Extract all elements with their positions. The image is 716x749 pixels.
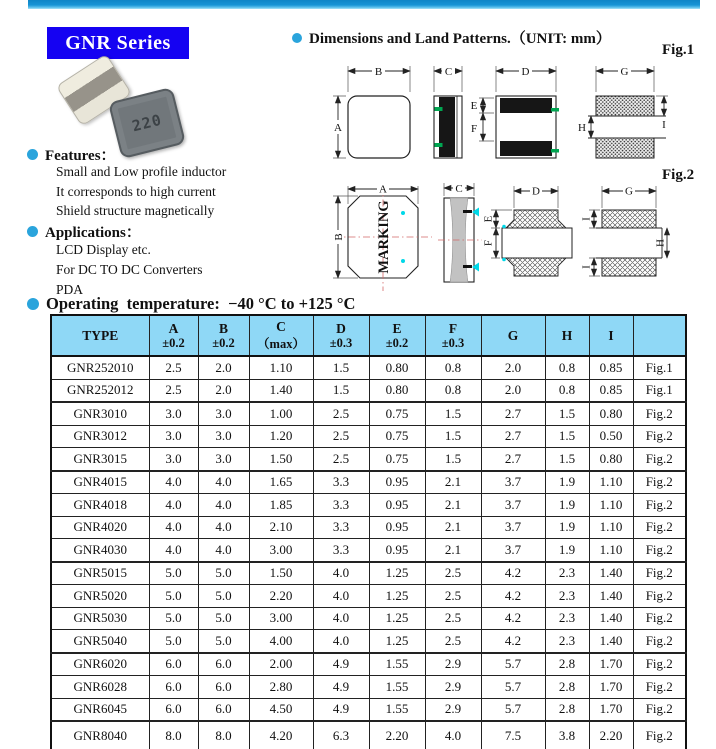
- feature-item: Shield structure magnetically: [56, 203, 215, 218]
- dim-label-I: I: [662, 119, 666, 131]
- value-cell: 0.80: [589, 402, 633, 425]
- value-cell: 6.3: [313, 721, 369, 749]
- value-cell: 2.8: [545, 653, 589, 676]
- bullet-icon: [27, 226, 38, 237]
- table-header-cell: D ±0.3: [313, 315, 369, 356]
- table-row: [51, 448, 686, 471]
- type-cell: GNR4018: [51, 494, 149, 517]
- value-cell: 1.40: [249, 379, 313, 402]
- value-cell: 2.5: [425, 585, 481, 608]
- value-cell: 4.0: [149, 516, 198, 539]
- value-cell: 5.0: [198, 607, 249, 630]
- series-title-badge: GNR Series: [47, 27, 189, 59]
- dim-label-G: G: [625, 185, 633, 198]
- value-cell: 6.0: [149, 676, 198, 699]
- value-cell: 7.5: [481, 721, 545, 749]
- table-row: [51, 356, 686, 379]
- table-row: [51, 562, 686, 585]
- value-cell: 3.00: [249, 539, 313, 562]
- value-cell: 5.0: [149, 630, 198, 653]
- value-cell: 3.0: [149, 448, 198, 471]
- table-row: [51, 585, 686, 608]
- value-cell: 2.5: [425, 607, 481, 630]
- dimensions-spec-table: [50, 314, 687, 749]
- dim-label-C: C: [455, 182, 463, 195]
- value-cell: 0.75: [369, 402, 425, 425]
- value-cell: 8.0: [149, 721, 198, 749]
- value-cell: 2.5: [425, 562, 481, 585]
- fig2-top-view: [332, 183, 432, 292]
- dim-label-I2: I: [580, 265, 593, 269]
- value-cell: 2.5: [149, 356, 198, 379]
- fig-ref-cell: Fig.2: [633, 698, 686, 721]
- value-cell: 1.85: [249, 494, 313, 517]
- fig-ref-cell: Fig.2: [633, 607, 686, 630]
- fig-ref-cell: Fig.2: [633, 539, 686, 562]
- value-cell: 4.2: [481, 630, 545, 653]
- value-cell: 1.10: [249, 356, 313, 379]
- value-cell: 0.8: [545, 379, 589, 402]
- value-cell: 2.0: [198, 379, 249, 402]
- value-cell: 4.0: [198, 539, 249, 562]
- fig-ref-cell: Fig.2: [633, 448, 686, 471]
- value-cell: 1.50: [249, 448, 313, 471]
- value-cell: 0.85: [589, 356, 633, 379]
- dim-label-E: E: [482, 215, 495, 223]
- value-cell: 5.0: [149, 562, 198, 585]
- value-cell: 1.25: [369, 607, 425, 630]
- fig-ref-cell: Fig.2: [633, 562, 686, 585]
- fig1-bottom-view: [471, 64, 559, 158]
- table-row: [51, 721, 686, 749]
- value-cell: 3.3: [313, 516, 369, 539]
- value-cell: 3.7: [481, 494, 545, 517]
- type-cell: GNR252010: [51, 356, 149, 379]
- operating-temperature-heading: [27, 294, 355, 314]
- value-cell: 2.1: [425, 539, 481, 562]
- value-cell: 0.95: [369, 516, 425, 539]
- value-cell: 1.9: [545, 539, 589, 562]
- fig-ref-cell: Fig.2: [633, 425, 686, 448]
- type-cell: GNR8040: [51, 721, 149, 749]
- value-cell: 4.2: [481, 562, 545, 585]
- table-header-cell: C （max）: [249, 315, 313, 356]
- value-cell: 0.75: [369, 448, 425, 471]
- marking-text: MARKING: [376, 200, 392, 274]
- value-cell: 2.3: [545, 607, 589, 630]
- type-cell: GNR5040: [51, 630, 149, 653]
- value-cell: 2.5: [425, 630, 481, 653]
- type-cell: GNR6028: [51, 676, 149, 699]
- applications-heading-label: Applications：: [45, 225, 141, 241]
- value-cell: 2.1: [425, 516, 481, 539]
- dim-label-H: H: [654, 239, 667, 247]
- value-cell: 4.9: [313, 653, 369, 676]
- applications-list: [56, 240, 203, 300]
- value-cell: 1.10: [589, 494, 633, 517]
- features-list: [56, 162, 226, 221]
- fig-ref-cell: Fig.2: [633, 494, 686, 517]
- table-header-cell: E ±0.2: [369, 315, 425, 356]
- value-cell: 5.0: [198, 585, 249, 608]
- fig2-side-view: [438, 182, 482, 282]
- type-cell: GNR5030: [51, 607, 149, 630]
- dimensions-heading: [292, 27, 611, 48]
- dim-label-F: F: [482, 239, 495, 247]
- value-cell: 3.0: [198, 448, 249, 471]
- fig-ref-cell: Fig.2: [633, 471, 686, 494]
- value-cell: 0.95: [369, 471, 425, 494]
- value-cell: 2.1: [425, 471, 481, 494]
- value-cell: 1.5: [545, 425, 589, 448]
- value-cell: 1.25: [369, 562, 425, 585]
- value-cell: 3.3: [313, 539, 369, 562]
- value-cell: 3.3: [313, 471, 369, 494]
- dim-label-A: A: [379, 183, 387, 196]
- value-cell: 4.2: [481, 607, 545, 630]
- value-cell: 4.0: [198, 516, 249, 539]
- dim-label-G: G: [620, 66, 629, 78]
- value-cell: 4.9: [313, 676, 369, 699]
- type-cell: GNR6045: [51, 698, 149, 721]
- value-cell: 3.0: [198, 402, 249, 425]
- table-header-cell: B ±0.2: [198, 315, 249, 356]
- bullet-icon: [27, 149, 38, 160]
- operating-temperature-label: Operating temperature: −40 °C to +125 °C: [46, 294, 356, 313]
- table-row: [51, 630, 686, 653]
- fig2-label: Fig.2: [662, 167, 695, 183]
- table-row: [51, 379, 686, 402]
- table-header-cell: A ±0.2: [149, 315, 198, 356]
- value-cell: 2.20: [369, 721, 425, 749]
- value-cell: 1.5: [545, 448, 589, 471]
- table-header-cell: TYPE: [51, 315, 149, 356]
- value-cell: 1.40: [589, 607, 633, 630]
- value-cell: 5.0: [149, 585, 198, 608]
- table-header-cell: I: [589, 315, 633, 356]
- value-cell: 1.5: [313, 379, 369, 402]
- dim-label-D: D: [532, 185, 540, 198]
- value-cell: 4.20: [249, 721, 313, 749]
- fig1-land-pattern: [578, 64, 668, 158]
- value-cell: 2.9: [425, 676, 481, 699]
- fig2-drawings: [330, 180, 678, 298]
- value-cell: 1.5: [545, 402, 589, 425]
- value-cell: 4.2: [481, 585, 545, 608]
- application-item: PDA: [56, 282, 84, 297]
- value-cell: 5.7: [481, 676, 545, 699]
- value-cell: 6.0: [149, 698, 198, 721]
- fig-ref-cell: Fig.2: [633, 585, 686, 608]
- value-cell: 3.3: [313, 494, 369, 517]
- table-row: [51, 676, 686, 699]
- type-cell: GNR4030: [51, 539, 149, 562]
- table-row: [51, 698, 686, 721]
- dim-label-C: C: [444, 66, 453, 78]
- dim-label-I: I: [580, 217, 593, 221]
- value-cell: 1.55: [369, 653, 425, 676]
- value-cell: 3.0: [149, 425, 198, 448]
- fig-ref-cell: Fig.2: [633, 721, 686, 749]
- value-cell: 1.65: [249, 471, 313, 494]
- value-cell: 0.85: [589, 379, 633, 402]
- value-cell: 8.0: [198, 721, 249, 749]
- applications-heading: [27, 221, 141, 242]
- value-cell: 4.0: [149, 494, 198, 517]
- value-cell: 1.55: [369, 698, 425, 721]
- fig-ref-cell: Fig.1: [633, 379, 686, 402]
- value-cell: 4.0: [425, 721, 481, 749]
- value-cell: 1.25: [369, 585, 425, 608]
- table-row: [51, 425, 686, 448]
- value-cell: 4.50: [249, 698, 313, 721]
- fig2-bottom-view: [483, 185, 573, 277]
- value-cell: 0.95: [369, 494, 425, 517]
- value-cell: 3.8: [545, 721, 589, 749]
- table-row: [51, 516, 686, 539]
- value-cell: 2.7: [481, 448, 545, 471]
- value-cell: 0.75: [369, 425, 425, 448]
- value-cell: 4.0: [313, 607, 369, 630]
- value-cell: 0.80: [369, 356, 425, 379]
- value-cell: 3.7: [481, 516, 545, 539]
- fig2-land-pattern: [581, 185, 668, 277]
- value-cell: 1.40: [589, 585, 633, 608]
- application-item: For DC TO DC Converters: [56, 262, 203, 277]
- dim-label-A: A: [334, 122, 342, 134]
- value-cell: 2.3: [545, 585, 589, 608]
- value-cell: 3.0: [198, 425, 249, 448]
- value-cell: 2.20: [249, 585, 313, 608]
- value-cell: 3.00: [249, 607, 313, 630]
- value-cell: 2.20: [589, 721, 633, 749]
- value-cell: 1.5: [313, 356, 369, 379]
- value-cell: 0.8: [425, 356, 481, 379]
- type-cell: GNR252012: [51, 379, 149, 402]
- type-cell: GNR3012: [51, 425, 149, 448]
- value-cell: 1.5: [425, 425, 481, 448]
- value-cell: 4.0: [198, 471, 249, 494]
- fig-ref-cell: Fig.2: [633, 676, 686, 699]
- value-cell: 5.7: [481, 698, 545, 721]
- table-row: [51, 494, 686, 517]
- value-cell: 0.50: [589, 425, 633, 448]
- fig1-drawings: [330, 56, 670, 176]
- table-header-cell: H: [545, 315, 589, 356]
- value-cell: 0.8: [425, 379, 481, 402]
- value-cell: 4.0: [149, 539, 198, 562]
- value-cell: 2.0: [481, 379, 545, 402]
- value-cell: 2.8: [545, 676, 589, 699]
- value-cell: 1.10: [589, 471, 633, 494]
- value-cell: 0.80: [589, 448, 633, 471]
- type-cell: GNR3010: [51, 402, 149, 425]
- value-cell: 2.5: [313, 402, 369, 425]
- bullet-icon: [27, 298, 39, 310]
- value-cell: 2.80: [249, 676, 313, 699]
- dim-label-D: D: [521, 66, 530, 78]
- value-cell: 1.55: [369, 676, 425, 699]
- value-cell: 2.3: [545, 562, 589, 585]
- value-cell: 1.25: [369, 630, 425, 653]
- fig1-side-view: [434, 64, 462, 158]
- value-cell: 2.1: [425, 494, 481, 517]
- table-row: [51, 402, 686, 425]
- value-cell: 6.0: [149, 653, 198, 676]
- value-cell: 2.00: [249, 653, 313, 676]
- value-cell: 1.70: [589, 653, 633, 676]
- dim-label-F: F: [470, 123, 478, 135]
- value-cell: 1.00: [249, 402, 313, 425]
- value-cell: 1.50: [249, 562, 313, 585]
- value-cell: 1.9: [545, 471, 589, 494]
- value-cell: 1.5: [425, 448, 481, 471]
- table-row: [51, 471, 686, 494]
- top-accent-bar: [28, 0, 700, 9]
- table-row: [51, 607, 686, 630]
- value-cell: 0.95: [369, 539, 425, 562]
- value-cell: 6.0: [198, 698, 249, 721]
- value-cell: 1.10: [589, 539, 633, 562]
- value-cell: 1.20: [249, 425, 313, 448]
- value-cell: 2.3: [545, 630, 589, 653]
- type-cell: GNR5015: [51, 562, 149, 585]
- value-cell: 3.0: [149, 402, 198, 425]
- fig-ref-cell: Fig.2: [633, 516, 686, 539]
- fig-ref-cell: Fig.1: [633, 356, 686, 379]
- value-cell: 5.0: [149, 607, 198, 630]
- value-cell: 1.10: [589, 516, 633, 539]
- value-cell: 5.7: [481, 653, 545, 676]
- fig1-label: Fig.1: [662, 42, 695, 58]
- table-row: [51, 653, 686, 676]
- application-item: LCD Display etc.: [56, 242, 151, 257]
- table-header-cell: G: [481, 315, 545, 356]
- value-cell: 1.40: [589, 562, 633, 585]
- value-cell: 6.0: [198, 653, 249, 676]
- fig-ref-cell: Fig.2: [633, 653, 686, 676]
- value-cell: 4.00: [249, 630, 313, 653]
- value-cell: 2.5: [313, 425, 369, 448]
- feature-item: Small and Low profile inductor: [56, 164, 227, 179]
- table-header-cell: [633, 315, 686, 356]
- value-cell: 4.0: [313, 562, 369, 585]
- value-cell: 5.0: [198, 562, 249, 585]
- fig-ref-cell: Fig.2: [633, 402, 686, 425]
- value-cell: 2.8: [545, 698, 589, 721]
- value-cell: 3.7: [481, 471, 545, 494]
- features-heading-label: Features：: [45, 148, 116, 164]
- value-cell: 6.0: [198, 676, 249, 699]
- value-cell: 2.0: [198, 356, 249, 379]
- table-body: [51, 356, 686, 749]
- type-cell: GNR5020: [51, 585, 149, 608]
- value-cell: 1.70: [589, 676, 633, 699]
- table-row: [51, 539, 686, 562]
- value-cell: 3.7: [481, 539, 545, 562]
- type-cell: GNR3015: [51, 448, 149, 471]
- value-cell: 2.9: [425, 698, 481, 721]
- dim-label-E: E: [470, 100, 478, 112]
- value-cell: 4.0: [198, 494, 249, 517]
- value-cell: 0.8: [545, 356, 589, 379]
- fig-ref-cell: Fig.2: [633, 630, 686, 653]
- value-cell: 4.0: [313, 630, 369, 653]
- value-cell: 0.80: [369, 379, 425, 402]
- feature-item: It corresponds to high current: [56, 183, 216, 199]
- dimensions-heading-label: Dimensions and Land Patterns.（UNIT: mm）: [309, 31, 611, 47]
- value-cell: 4.9: [313, 698, 369, 721]
- value-cell: 2.5: [313, 448, 369, 471]
- value-cell: 2.9: [425, 653, 481, 676]
- dim-label-B: B: [333, 233, 345, 241]
- type-cell: GNR6020: [51, 653, 149, 676]
- value-cell: 1.9: [545, 494, 589, 517]
- value-cell: 2.5: [149, 379, 198, 402]
- value-cell: 2.0: [481, 356, 545, 379]
- table-header-row: [51, 315, 686, 356]
- value-cell: 5.0: [198, 630, 249, 653]
- value-cell: 1.40: [589, 630, 633, 653]
- value-cell: 4.0: [149, 471, 198, 494]
- value-cell: 1.70: [589, 698, 633, 721]
- value-cell: 2.7: [481, 402, 545, 425]
- type-cell: GNR4015: [51, 471, 149, 494]
- bullet-icon: [292, 33, 302, 43]
- value-cell: 2.7: [481, 425, 545, 448]
- dim-label-H: H: [578, 122, 586, 134]
- fig1-front-view: [332, 64, 410, 158]
- value-cell: 4.0: [313, 585, 369, 608]
- value-cell: 1.9: [545, 516, 589, 539]
- product-photo: [56, 58, 192, 152]
- dim-label-B: B: [374, 66, 383, 78]
- table-header-cell: F ±0.3: [425, 315, 481, 356]
- type-cell: GNR4020: [51, 516, 149, 539]
- value-cell: 2.10: [249, 516, 313, 539]
- inductor-marking-label: 220: [130, 110, 164, 136]
- value-cell: 1.5: [425, 402, 481, 425]
